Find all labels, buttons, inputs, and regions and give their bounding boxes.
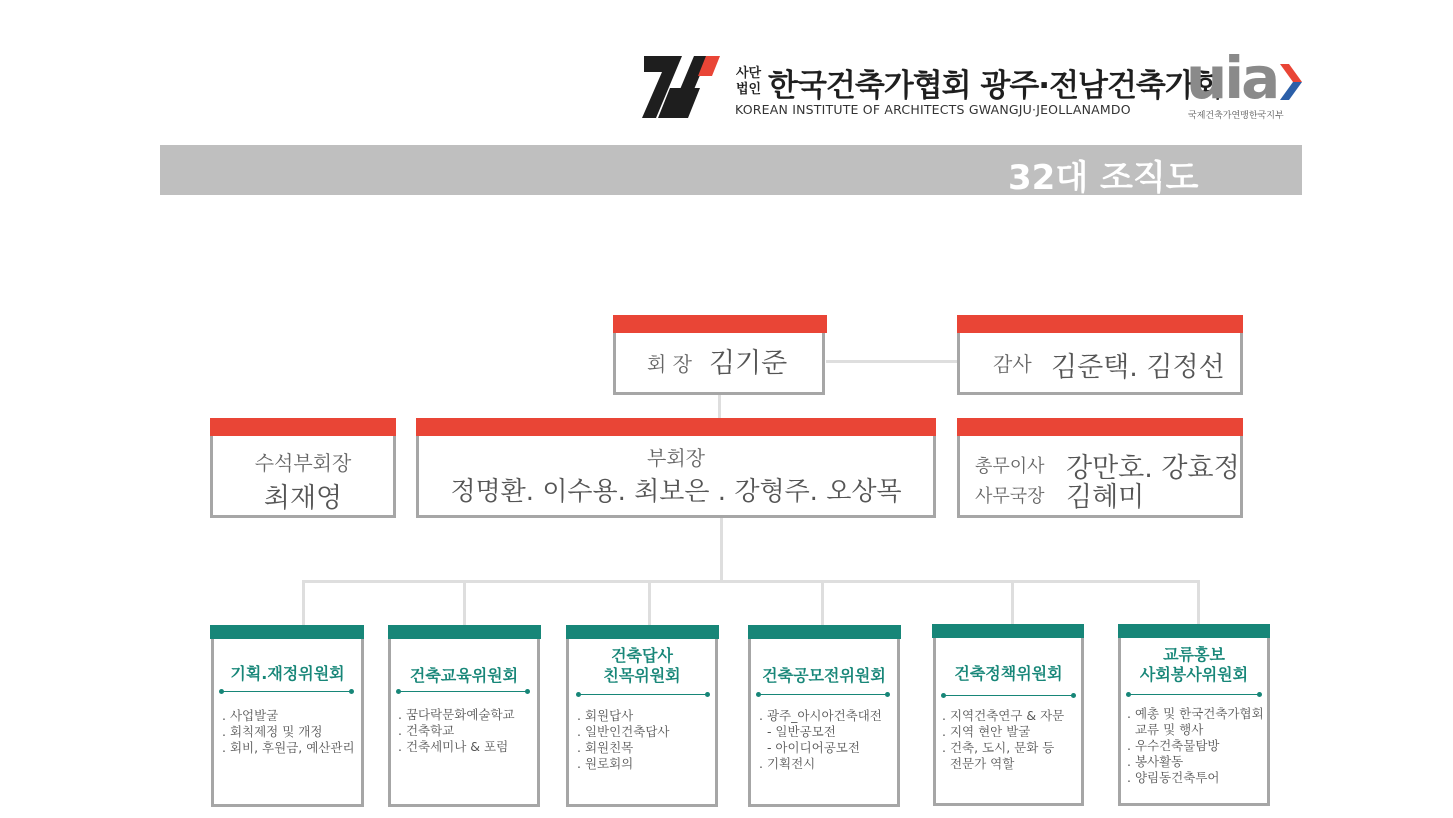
vp-label: 부회장: [647, 446, 705, 470]
vp-header-bar: [416, 418, 936, 436]
general-affairs-label: 총무이사: [975, 456, 1045, 477]
committee-title: 건축공모전위원회: [762, 666, 886, 685]
uia-arrow-icon: [1280, 64, 1302, 100]
connector-drop-5: [1011, 580, 1014, 626]
committee-items: . 회원답사 . 일반인건축답사 . 회원친목 . 원로회의: [577, 708, 670, 771]
secretary-general-label: 사무국장: [975, 486, 1045, 507]
committee-title: 건축정책위원회: [954, 664, 1063, 683]
connector-vp-committees: [720, 518, 723, 581]
committee-divider: [398, 691, 528, 692]
committee-title: 건축교육위원회: [409, 666, 519, 685]
committee-2-header-bar: [388, 625, 541, 639]
committee-items: . 꿈다락문화예술학교 . 건축학교 . 건축세미나 & 포럼: [398, 707, 515, 754]
connector-drop-3: [648, 580, 651, 626]
general-affairs-names: 강만호. 강효정: [1066, 453, 1240, 484]
connector-drop-6: [1197, 580, 1200, 626]
kia-logo-icon: [642, 54, 722, 120]
connector-president-vp: [718, 394, 721, 419]
corp-tag: 사단 법인: [736, 66, 762, 97]
committee-divider: [758, 694, 888, 695]
committee-divider: [221, 691, 352, 692]
committee-items: . 사업발굴 . 회칙제정 및 개정 . 회비, 후원금, 예산관리: [222, 708, 355, 755]
president-header-bar: [613, 315, 827, 333]
committee-items: . 예총 및 한국건축가협회 교류 및 행사 . 우수건축물탐방 . 봉사활동 . 양림동건축투어: [1127, 706, 1264, 785]
committee-title: 교류홍보 사회봉사위원회: [1139, 645, 1249, 684]
committee-items: . 지역건축연구 & 자문 . 지역 현안 발굴 . 건축, 도시, 문화 등 전문가 역할: [942, 708, 1065, 771]
auditor-label: 감사: [993, 352, 1032, 376]
senior-vp-label: 수석부회장: [254, 451, 352, 475]
committee-1-header-bar: [210, 625, 364, 639]
president-label: 회 장: [647, 352, 692, 376]
senior-vp-name: 최재영: [263, 483, 343, 514]
secretary-general-name: 김혜미: [1066, 482, 1145, 513]
connector-committee-bus: [302, 580, 1200, 583]
committee-4-header-bar: [748, 625, 901, 639]
committee-divider: [943, 695, 1074, 696]
committee-divider: [578, 694, 708, 695]
affairs-header-bar: [957, 418, 1243, 436]
committee-divider: [1128, 694, 1260, 695]
uia-subtitle: 국제건축가연맹한국지부: [1188, 111, 1284, 121]
committee-5-header-bar: [932, 624, 1084, 638]
org-subtitle: KOREAN INSTITUTE OF ARCHITECTS GWANGJU·JEOLLANAMDO: [735, 102, 1131, 117]
connector-drop-2: [463, 580, 466, 626]
committee-6-header-bar: [1118, 624, 1270, 638]
committee-3-header-bar: [566, 625, 719, 639]
connector-president-auditor: [826, 360, 958, 363]
uia-logo: uia: [1186, 44, 1278, 112]
committee-title: 기획.재정위원회: [230, 664, 345, 683]
page-title: 32대 조직도: [1008, 158, 1199, 198]
senior-vp-header-bar: [210, 418, 396, 436]
auditor-header-bar: [957, 315, 1243, 333]
connector-drop-1: [302, 580, 305, 626]
committee-title: 건축답사 친목위원회: [603, 646, 681, 685]
committee-items: . 광주_아시아건축대전 - 일반공모전 - 아이디어공모전 . 기획전시: [759, 708, 882, 771]
president-name: 김기준: [709, 348, 788, 379]
vp-names: 정명환. 이수용. 최보은 . 강형주. 오상목: [450, 477, 902, 507]
auditor-names: 김준택. 김정선: [1051, 352, 1225, 383]
connector-drop-4: [821, 580, 824, 626]
org-title: 한국건축가협회 광주·전남건축가회: [768, 68, 1223, 104]
